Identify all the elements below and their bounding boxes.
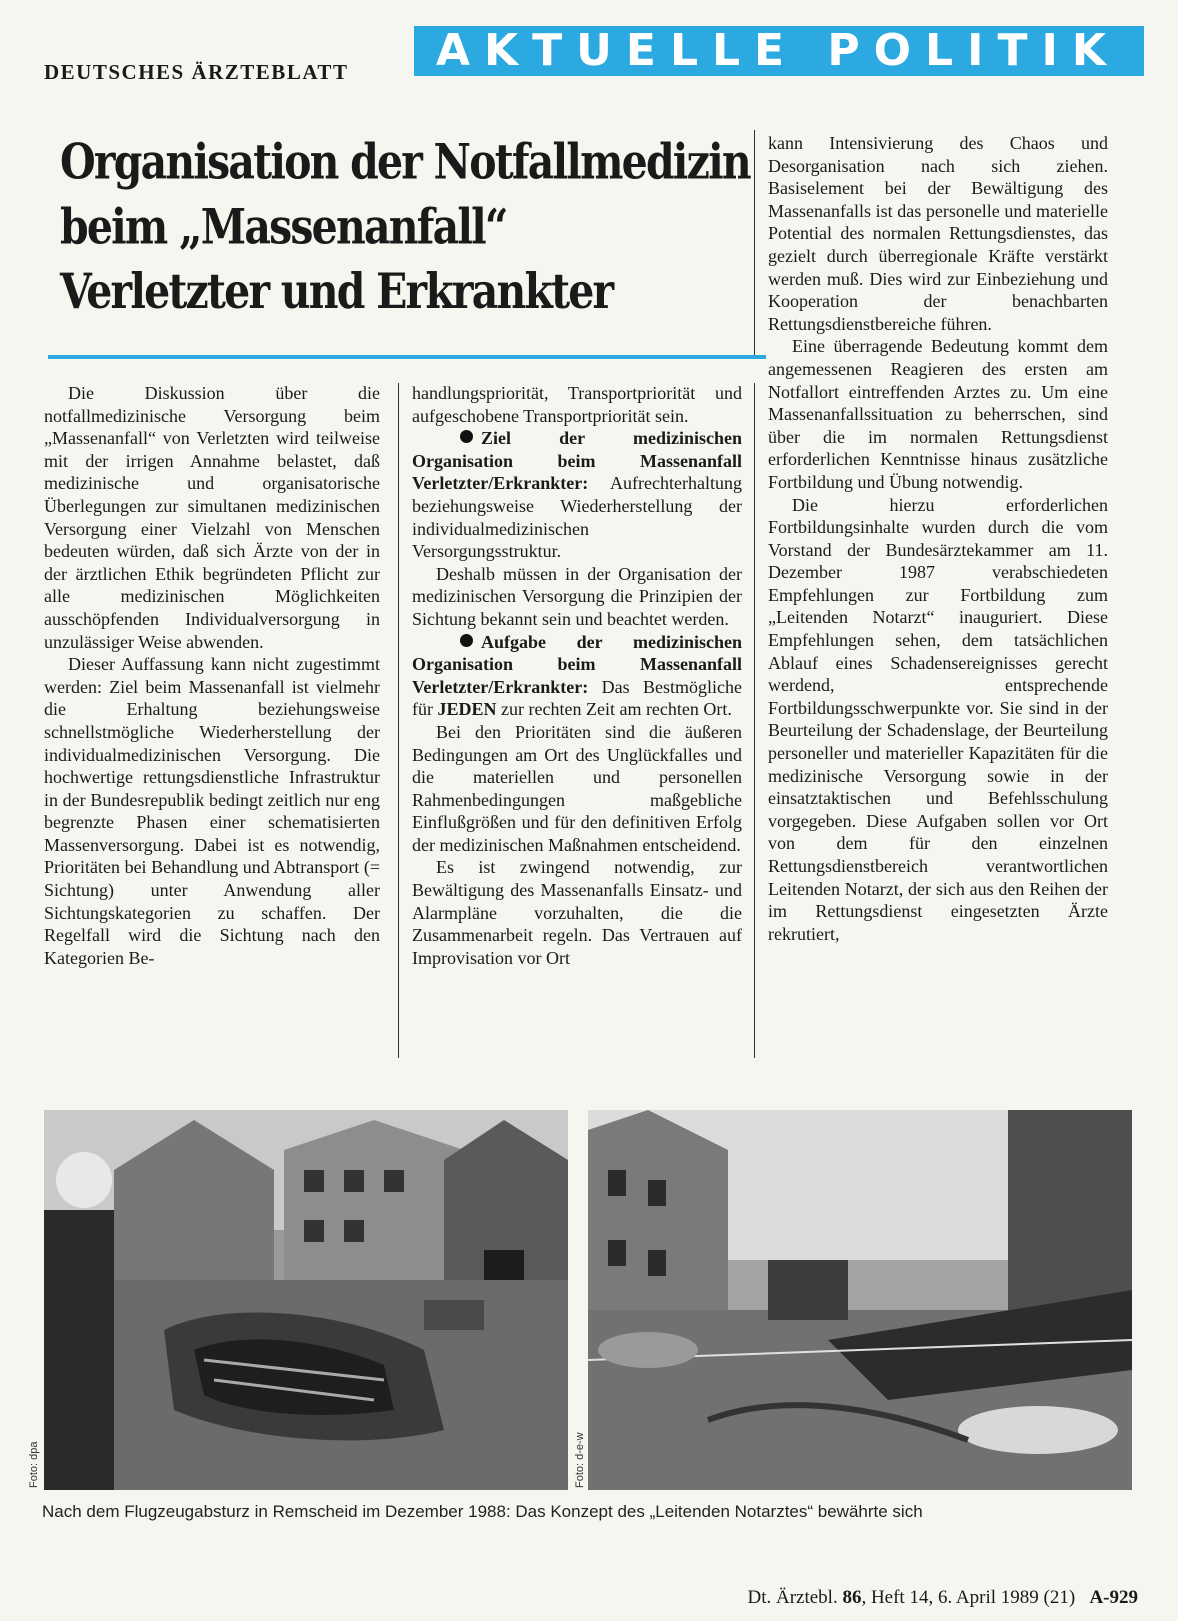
column-divider	[398, 383, 399, 1058]
paragraph: Es ist zwingend notwendig, zur Bewältigung des Massenanfalls Einsatz- und Alarmpläne vorzuhalten, die die Zusammenarbeit regeln. Das Vertrauen auf Improvisation vor Ort	[412, 857, 742, 968]
column-divider	[754, 383, 755, 1058]
photo-credit: Foto: d-e-w	[574, 1432, 586, 1488]
photo-illustration	[44, 1110, 568, 1490]
photo-caption: Nach dem Flugzeugabsturz in Remscheid im Dezember 1988: Das Konzept des „Leitenden Notarztes“ bewährte sich	[42, 1502, 923, 1521]
paragraph: Dieser Auffassung kann nicht zugestimmt werden: Ziel beim Massenanfall ist vielmehr die Erhaltung beziehungsweise schnellstmögliche Wiederherstellung der individualmedizinischen Versorgung. Die hochwertige rettungsdienstliche Infrastruktur in der Bundesrepublik bedingt zeitlich nur eng begrenzte Phasen einer schematisierten Massenversorgung. Dabei ist es notwendig, Prioritäten bei Behandlung und Abtransport (= Sichtung) unter Anwendung aller Sichtungskategorien zu schaffen. Der Regelfall wird die Sichtung nach den Kategorien Be-	[44, 654, 380, 968]
page-footer	[747, 1587, 1138, 1609]
text-column-1	[44, 382, 380, 969]
photo-credit: Foto: dpa	[28, 1441, 40, 1488]
paragraph: Eine überragende Bedeutung kommt dem angemessenen Reagieren des ersten am Notfallort eintreffenden Arztes zu. Um eine Massenanfallssituation zu beherrschen, sind über die im normalen Rettungsdienst erforderlichen Kenntnisse hinaus zusätzliche Fortbildung und Übung notwendig.	[768, 336, 1108, 492]
bullet-icon	[460, 430, 473, 443]
bullet-heading: Aufgabe der medizinischen Organisation beim Massenanfall Verletzter/Erkrankter:	[412, 631, 742, 697]
paragraph: Die hierzu erforderlichen Fortbildungsinhalte wurden durch die vom Vorstand der Bundesärztekammer am 11. Dezember 1987 verabschiedeten Empfehlungen zur Fortbildung zum „Leitenden Notarzt“ inauguriert. Diese Empfehlungen sehen, dem tatsächlichen Ablauf eines Schadensereignisses gerecht werdend, entsprechende Fortbildungsschwerpunkte vor. Sie sind in der Beurteilung der Schadenslage, der Beurteilung personeller und materieller Kapazitäten für die medizinische Versorgung sowie in der einsatztaktischen und Befehlsschulung vorgegeben. Diese Aufgaben sollen vor Ort von dem für den einzelnen Rettungsdienstbereich verantwortlichen Leitenden Notarzt, der sich aus den Reihen der im Rettungsdienst eingesetzten Ärzte rekrutiert,	[768, 494, 1108, 944]
bullet-paragraph	[412, 427, 742, 563]
journal-abbrev: Dt. Ärztebl.	[747, 1587, 838, 1608]
crash-photo-right	[588, 1110, 1132, 1490]
photo-illustration	[588, 1110, 1132, 1490]
paragraph: Deshalb müssen in der Organisation der medizinischen Versorgung die Prinzipien der Sichtung bekannt sein und beachtet werden.	[412, 563, 742, 629]
section-banner: AKTUELLE POLITIK	[414, 26, 1144, 76]
title-rule	[48, 355, 766, 359]
bullet-text: Aufrechterhaltung beziehungsweise Wiederherstellung der individualmedizinischen Versorgungsstruktur.	[412, 473, 742, 562]
bullet-text: Das Bestmögliche für	[412, 676, 742, 720]
paragraph: Bei den Prioritäten sind die äußeren Bedingungen am Ort des Unglückfalles und die materiellen und personellen Rahmenbedingungen maßgebliche Einflußgrößen und für den definitiven Erfolg der medizinischen Maßnahmen entscheidend.	[412, 721, 742, 855]
paragraph: handlungspriorität, Transportpriorität und aufgeschobene Transportpriorität sein.	[412, 383, 742, 426]
crash-photo-left	[44, 1110, 568, 1490]
text-column-2	[412, 382, 742, 969]
article-title	[60, 130, 760, 325]
volume-number: 86	[842, 1587, 862, 1608]
bullet-icon	[460, 634, 473, 647]
bullet-paragraph	[412, 631, 742, 721]
column-divider	[754, 130, 755, 355]
bullet-heading: Ziel der medizinischen Organisation beim Massenanfall Verletzter/Erkrankter:	[412, 428, 742, 494]
paragraph: kann Intensivierung des Chaos und Desorganisation nach sich ziehen. Basiselement bei der Bewältigung des Massenanfalls ist das personelle und materielle Potential des normalen Rettungsdienstes, das gezielt durch überregionale Kräfte verstärkt werden muß. Dies wird zur Einbeziehung und Kooperation der benachbarten Rettungsdienstbereiche führen.	[768, 133, 1108, 334]
emphasis: JEDEN	[437, 699, 497, 720]
title-line: beim „Massenanfall“	[60, 198, 507, 256]
title-line: Verletzter und Erkrankter	[60, 263, 613, 320]
issue-info: , Heft 14, 6. April 1989 (21)	[861, 1587, 1076, 1608]
paragraph: Die Diskussion über die notfallmedizinische Versorgung beim „Massenanfall“ von Verletzten wird teilweise mit der irrigen Annahme belastet, daß medizinische und organisatorische Überlegungen zur simultanen medizinischen Versorgung einer Vielzahl von Menschen bedeuten würden, daß sich Ärzte von der in der ärztlichen Ethik begründeten Pflicht zur alle medizinischen Möglichkeiten ausschöpfenden Individualversorgung in unzulässiger Weise abwenden.	[44, 383, 380, 652]
page-number: A-929	[1089, 1587, 1138, 1608]
title-line: Organisation der Notfallmedizin	[60, 133, 750, 191]
journal-name: DEUTSCHES ÄRZTEBLATT	[44, 60, 349, 84]
text-column-3	[768, 132, 1108, 945]
bullet-text: zur rechten Zeit am rechten Ort.	[501, 699, 732, 720]
